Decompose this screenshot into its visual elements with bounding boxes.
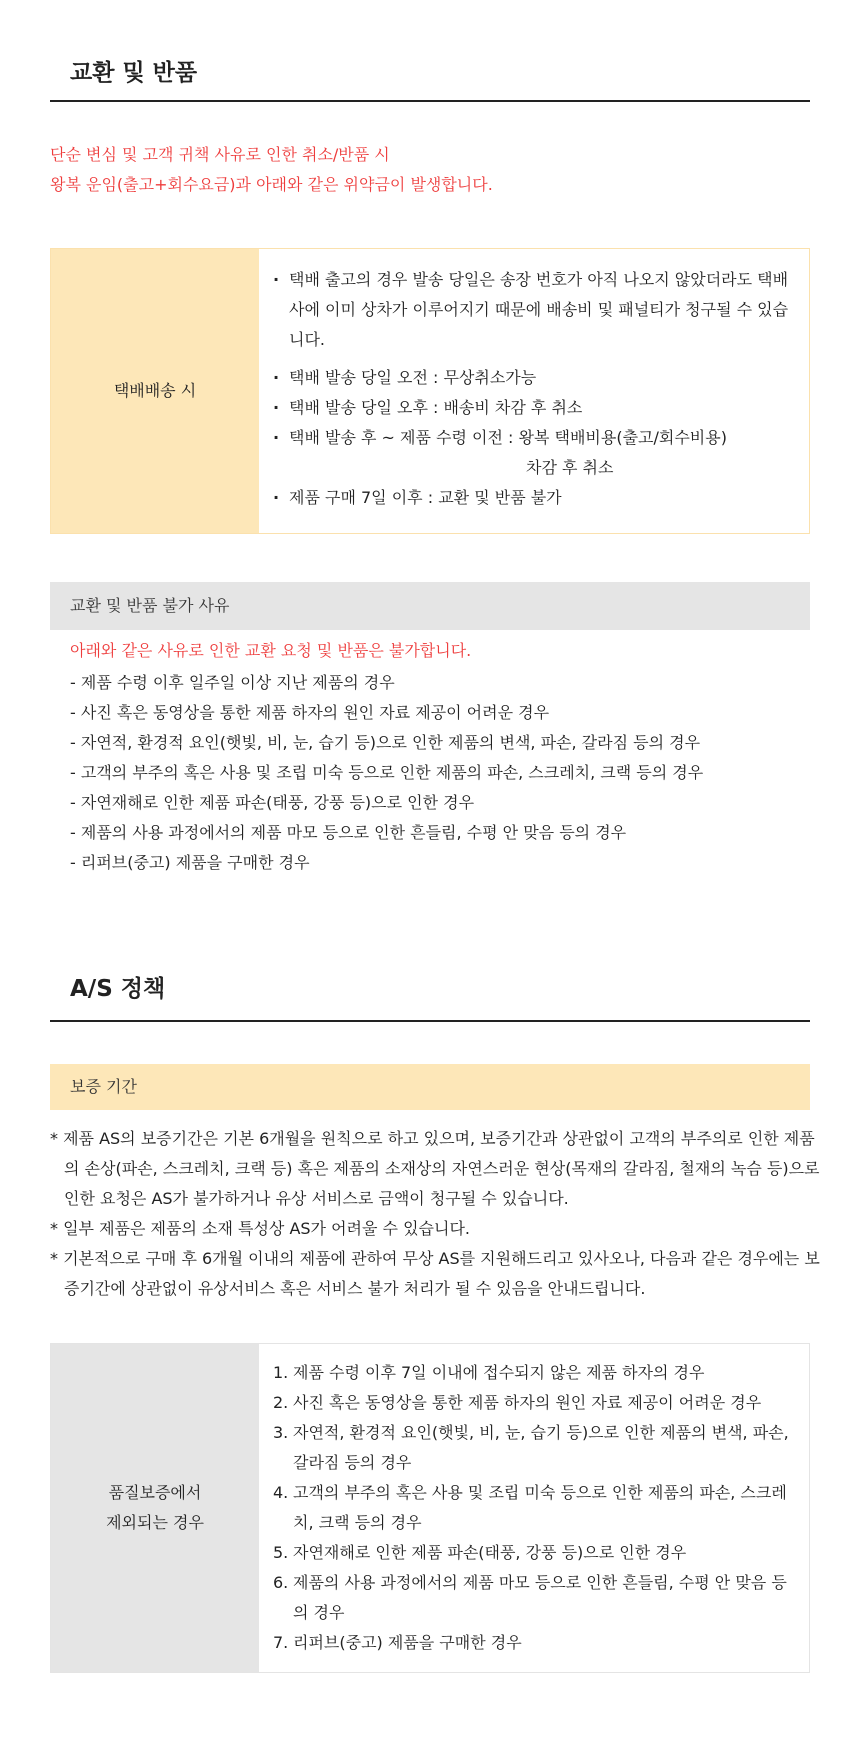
list-item: [273, 1568, 799, 1628]
as-note: * 기본적으로 구매 후 6개월 이내의 제품에 관하여 무상 AS를 지원해드리고 있사오나, 다음과 같은 경우에는 보증기간에 상관없이 유상서비스 혹은 서비스 불가 처리가 될 수 있음을 안내드립니다.: [50, 1249, 820, 1298]
delivery-table-header: 택배배송 시: [51, 249, 259, 533]
notice-line: 왕복 운임(출고+회수요금)과 아래와 같은 위약금이 발생합니다.: [50, 175, 493, 194]
no-return-notice: 아래와 같은 사유로 인한 교환 요청 및 반품은 불가합니다.: [70, 641, 472, 660]
list-item: [273, 1418, 799, 1478]
item-text: 고객의 부주의 혹은 사용 및 조립 미숙 등으로 인한 제품의 파손, 스크레치, 크랙 등의 경우: [293, 1483, 787, 1532]
item-text: 사진 혹은 동영상을 통한 제품 하자의 원인 자료 제공이 어려운 경우: [293, 1393, 762, 1412]
cancellation-notice: [50, 140, 493, 200]
item-text: 제품의 사용 과정에서의 제품 마모 등으로 인한 흔들림, 수평 안 맞음 등의 경우: [293, 1573, 787, 1622]
notice-line: 단순 변심 및 고객 귀책 사유로 인한 취소/반품 시: [50, 145, 390, 164]
as-notes: [50, 1124, 820, 1304]
list-item: [273, 1628, 799, 1658]
delivery-rule: · 택배 발송 당일 오전 : 무상취소가능: [273, 363, 799, 393]
delivery-table-body: [259, 249, 809, 533]
item-number: 3.: [273, 1423, 289, 1442]
list-item: - 리퍼브(중고) 제품을 구매한 경우: [70, 853, 310, 872]
exchange-section-header: [50, 58, 810, 102]
no-return-reasons: [50, 636, 810, 878]
item-text: 리퍼브(중고) 제품을 구매한 경우: [293, 1633, 522, 1652]
list-item: - 고객의 부주의 혹은 사용 및 조립 미숙 등으로 인한 제품의 파손, 스크레치, 크랙 등의 경우: [70, 763, 704, 782]
exchange-title: 교환 및 반품: [70, 60, 198, 86]
as-note: * 일부 제품은 제품의 소재 특성상 AS가 어려울 수 있습니다.: [50, 1219, 470, 1238]
list-item: [273, 1358, 799, 1388]
list-item: - 제품 수령 이후 일주일 이상 지난 제품의 경우: [70, 673, 395, 692]
item-number: 4.: [273, 1483, 289, 1502]
as-note: * 제품 AS의 보증기간은 기본 6개월을 원칙으로 하고 있으며, 보증기간과 상관없이 고객의 부주의로 인한 제품의 손상(파손, 스크레치, 크랙 등) 혹은 제품의 소재상의 자연스러운 현상(목재의 갈라짐, 철재의 녹슴 등)으로 인한 요청은 AS가 불가하거나 유상 서비스로 금액이 청구될 수 있습니다.: [50, 1129, 820, 1208]
warranty-period-bar: 보증 기간: [50, 1064, 810, 1110]
delivery-rule: [273, 423, 799, 483]
item-number: 2.: [273, 1393, 289, 1412]
list-item: [273, 1388, 799, 1418]
list-item: - 자연적, 환경적 요인(햇빛, 비, 눈, 습기 등)으로 인한 제품의 변색, 파손, 갈라짐 등의 경우: [70, 733, 701, 752]
exclusion-table-header: [51, 1344, 259, 1672]
item-number: 6.: [273, 1573, 289, 1592]
no-return-reasons-bar: 교환 및 반품 불가 사유: [50, 582, 810, 630]
as-section-header: [50, 974, 810, 1022]
delivery-penalty-table: [50, 248, 810, 534]
exclusion-header-line: 제외되는 경우: [106, 1513, 204, 1532]
as-title: A/S 정책: [70, 976, 166, 1002]
item-text: 제품 수령 이후 7일 이내에 접수되지 않은 제품 하자의 경우: [293, 1363, 705, 1382]
list-item: - 제품의 사용 과정에서의 제품 마모 등으로 인한 흔들림, 수평 안 맞음 등의 경우: [70, 823, 627, 842]
item-number: 1.: [273, 1363, 289, 1382]
item-number: 7.: [273, 1633, 289, 1652]
exclusion-table-body: [259, 1344, 809, 1672]
list-item: [273, 1538, 799, 1568]
item-number: 5.: [273, 1543, 289, 1562]
delivery-rule-text: 택배 발송 후 ~ 제품 수령 이전 : 왕복 택배비용(출고/회수비용): [289, 428, 727, 447]
list-item: [273, 1478, 799, 1538]
list-item: - 자연재해로 인한 제품 파손(태풍, 강풍 등)으로 인한 경우: [70, 793, 475, 812]
exclusion-header-line: 품질보증에서: [108, 1483, 202, 1502]
delivery-rule-continuation: 차감 후 취소: [526, 458, 614, 477]
warranty-exclusion-table: [50, 1343, 810, 1673]
delivery-rule: · 택배 발송 당일 오후 : 배송비 차감 후 취소: [273, 393, 799, 423]
item-text: 자연재해로 인한 제품 파손(태풍, 강풍 등)으로 인한 경우: [293, 1543, 687, 1562]
list-item: - 사진 혹은 동영상을 통한 제품 하자의 원인 자료 제공이 어려운 경우: [70, 703, 550, 722]
delivery-rule: · 제품 구매 7일 이후 : 교환 및 반품 불가: [273, 483, 799, 513]
delivery-rule: · 택배 출고의 경우 발송 당일은 송장 번호가 아직 나오지 않았더라도 택배사에 이미 상차가 이루어지기 때문에 배송비 및 패널티가 청구될 수 있습니다.: [273, 265, 799, 355]
item-text: 자연적, 환경적 요인(햇빛, 비, 눈, 습기 등)으로 인한 제품의 변색, 파손, 갈라짐 등의 경우: [293, 1423, 789, 1472]
